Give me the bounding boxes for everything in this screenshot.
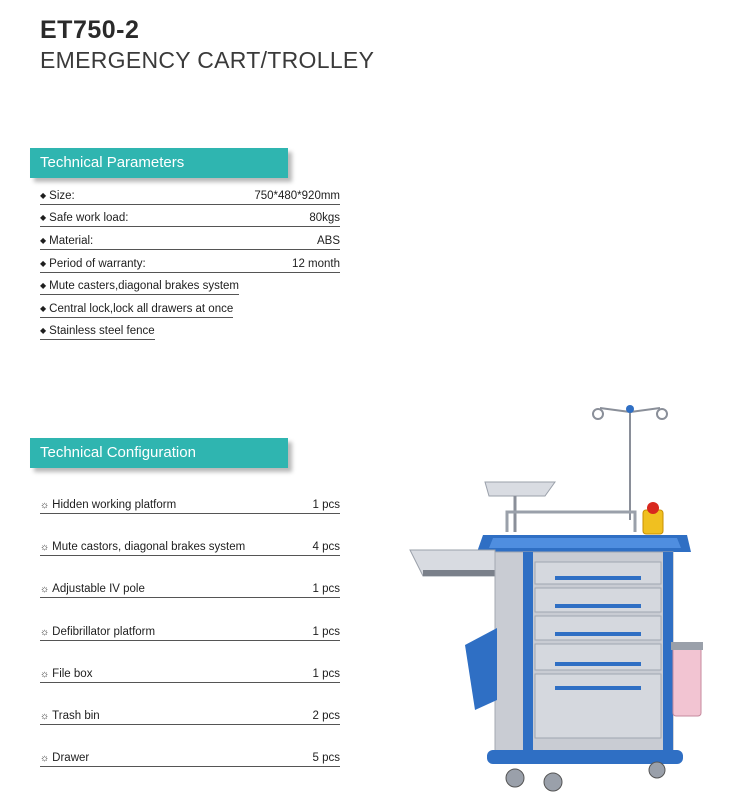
diamond-bullet-icon: ◆ [40,281,47,290]
config-row [40,709,340,725]
param-row [40,210,340,227]
param-row [40,323,155,340]
sun-bullet-icon: ☼ [40,753,50,764]
config-row [40,498,340,514]
sun-bullet-icon: ☼ [40,542,50,553]
model-number: ET750-2 [40,16,140,44]
sun-bullet-icon: ☼ [40,500,50,511]
config-label: Defibrillator platform [52,626,156,638]
drawers [535,562,661,738]
config-value: 1 pcs [312,499,340,511]
config-value: 1 pcs [312,668,340,680]
sun-bullet-icon: ☼ [40,711,50,722]
param-row [40,301,233,318]
param-label: Material: [49,235,94,247]
config-label: File box [52,668,93,680]
config-row [40,582,340,598]
config-label: Mute castors, diagonal brakes system [52,541,246,553]
param-label: Central lock,lock all drawers at once [49,303,234,315]
config-row [40,751,340,767]
param-label: Mute casters,diagonal brakes system [49,280,239,292]
sun-bullet-icon: ☼ [40,669,50,680]
config-label: Adjustable IV pole [52,583,145,595]
config-value: 1 pcs [312,583,340,595]
sun-bullet-icon: ☼ [40,627,50,638]
param-value: 12 month [292,258,340,270]
diamond-bullet-icon: ◆ [40,213,47,222]
param-label: Safe work load: [49,212,129,224]
diamond-bullet-icon: ◆ [40,191,47,200]
param-label: Period of warranty: [49,258,146,270]
product-title: EMERGENCY CART/TROLLEY [40,47,375,73]
param-row [40,233,340,250]
param-row [40,188,340,205]
config-label: Hidden working platform [52,499,177,511]
param-row [40,256,340,273]
diamond-bullet-icon: ◆ [40,259,47,268]
config-value: 5 pcs [312,752,340,764]
diamond-bullet-icon: ◆ [40,326,47,335]
param-value: ABS [316,235,340,247]
param-label: Size: [49,190,75,202]
emergency-cart-image [405,400,705,795]
param-label: Stainless steel fence [49,325,155,337]
param-row [40,278,239,295]
config-value: 4 pcs [312,541,340,553]
param-value: 750*480*920mm [254,190,340,202]
config-value: 2 pcs [312,710,340,722]
config-row [40,540,340,556]
config-row [40,667,340,683]
config-label: Drawer [52,752,90,764]
diamond-bullet-icon: ◆ [40,304,47,313]
sun-bullet-icon: ☼ [40,584,50,595]
technical-parameters-heading: Technical Parameters [30,148,288,178]
config-value: 1 pcs [312,626,340,638]
diamond-bullet-icon: ◆ [40,236,47,245]
param-value: 80kgs [309,212,340,224]
defibrillator-platform [485,482,555,532]
config-row [40,625,340,641]
config-label: Trash bin [52,710,100,722]
casters [506,762,665,791]
technical-configuration-heading: Technical Configuration [30,438,288,468]
